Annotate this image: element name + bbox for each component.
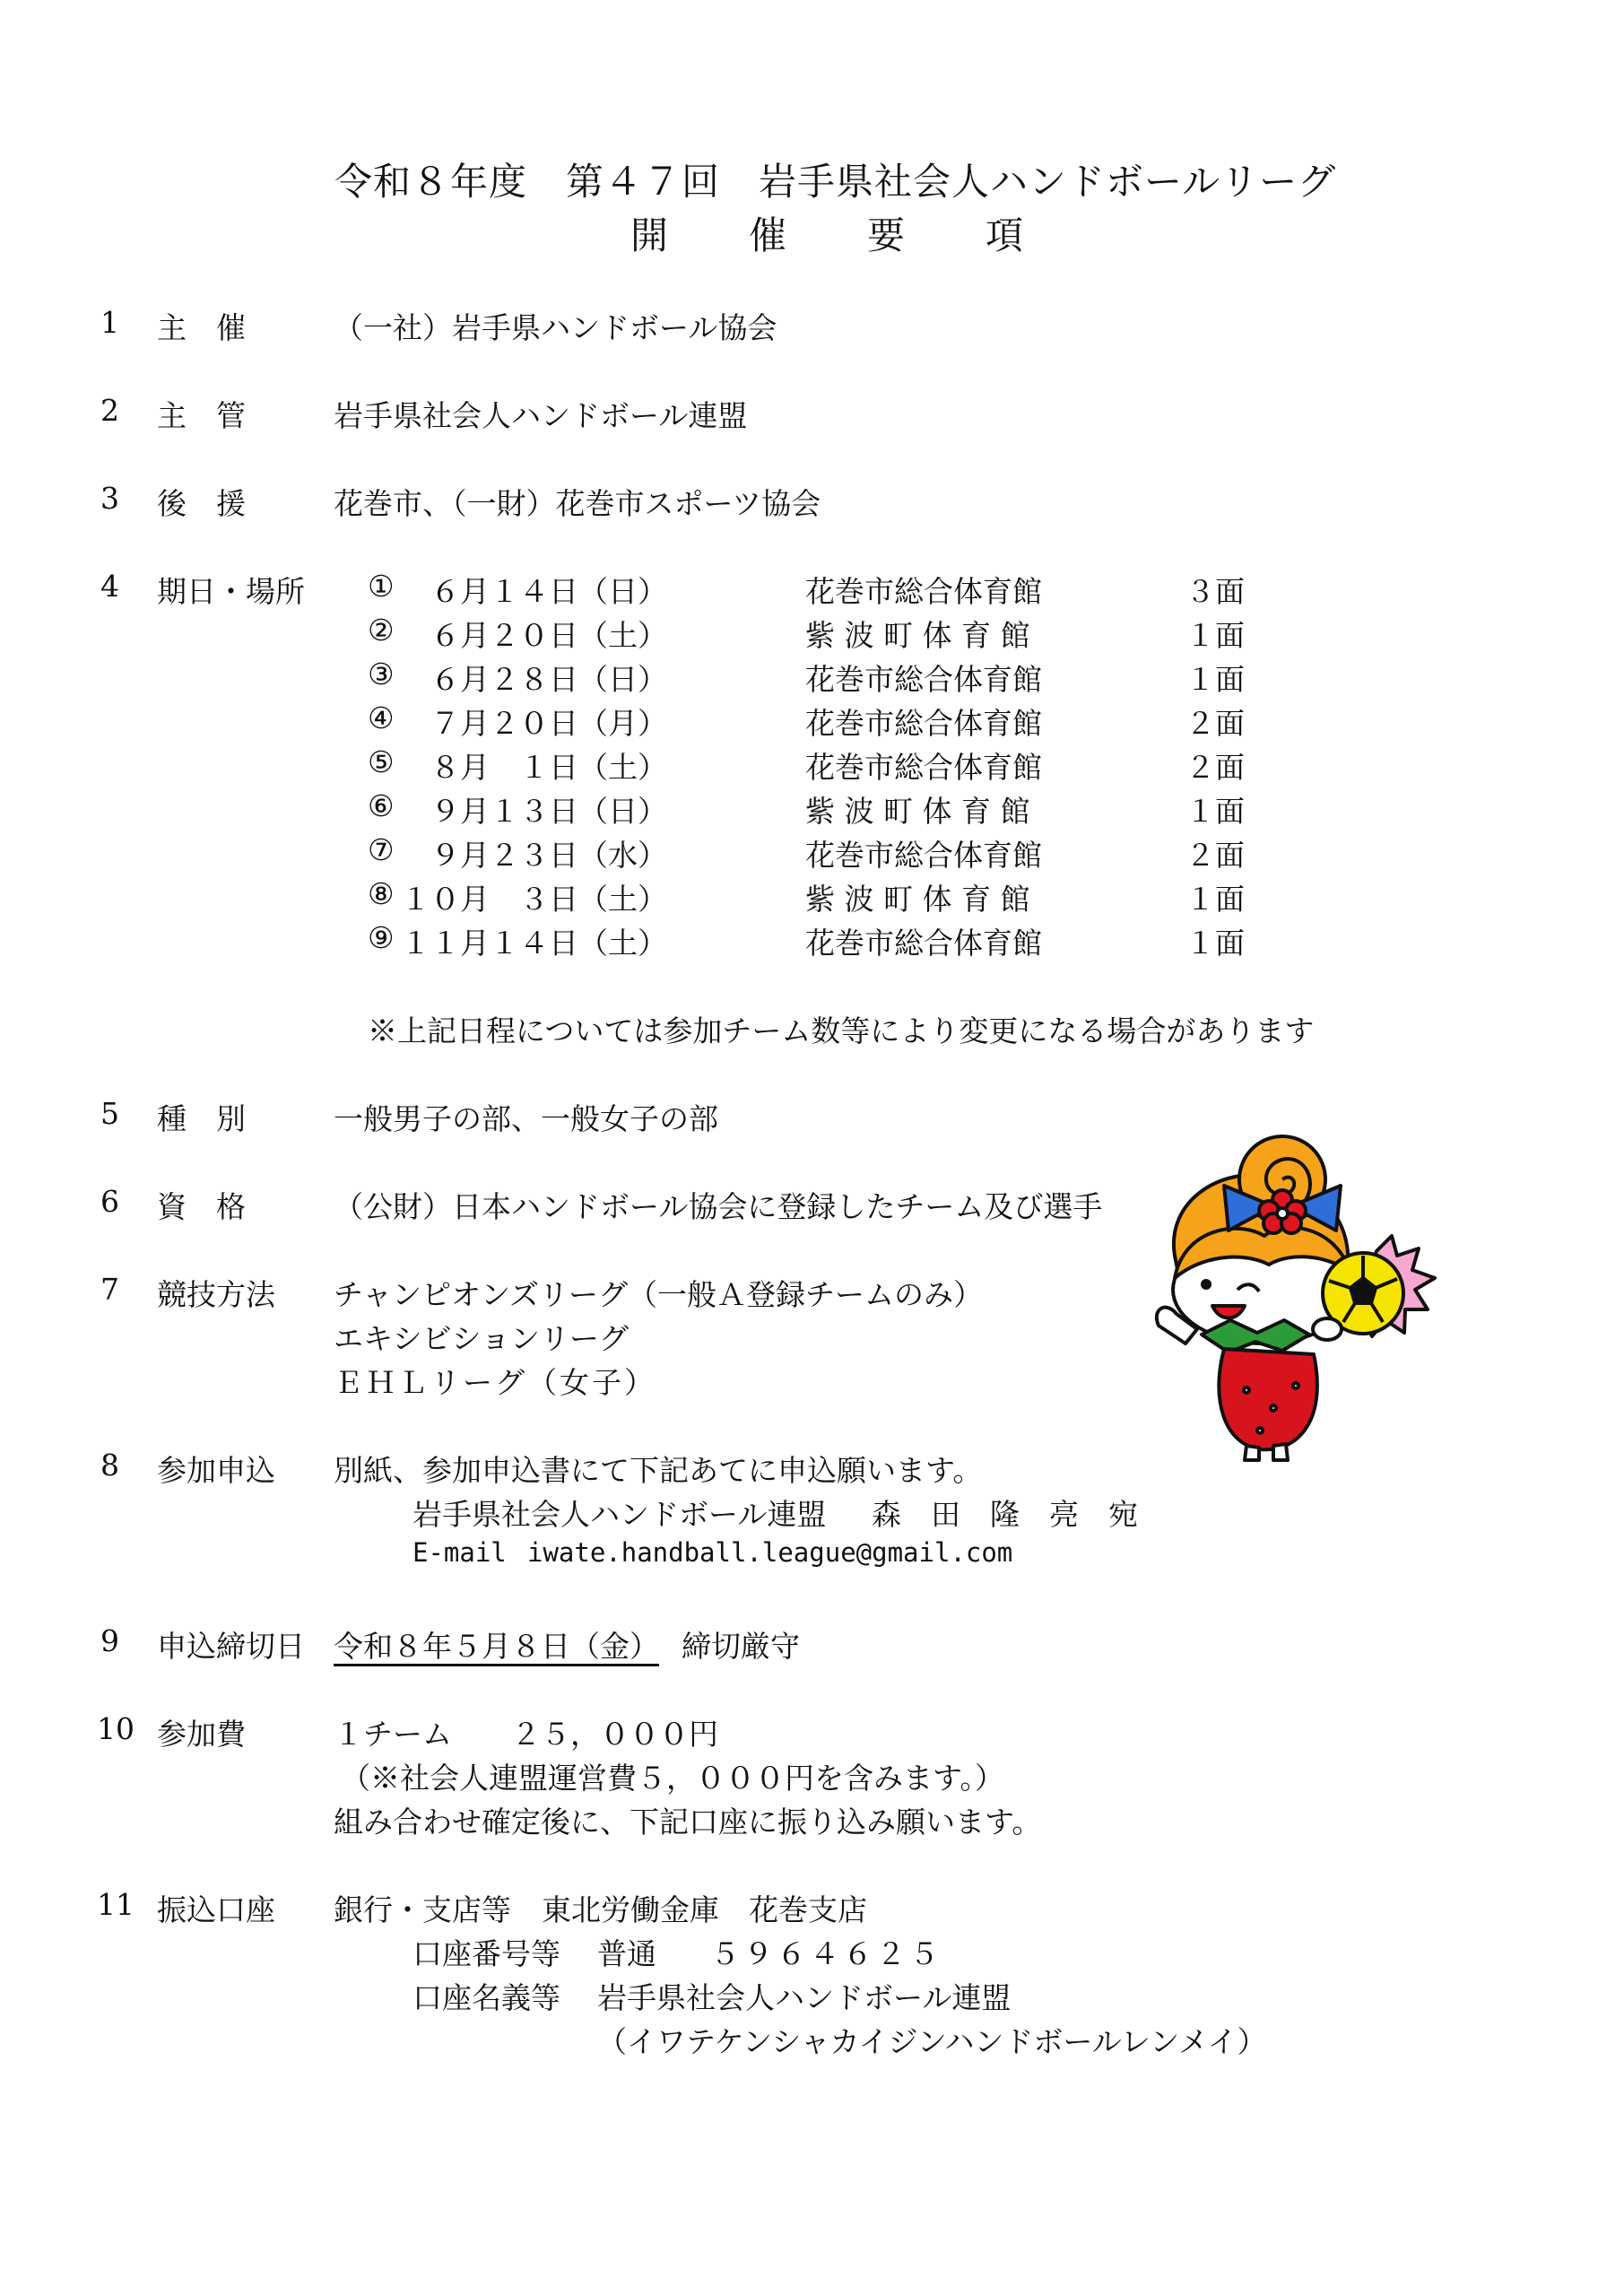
fee-note: （※社会人連盟運営費５，０００円を含みます。） [341, 1761, 1004, 1796]
section-value: 別紙、参加申込書にて下記あてに申込願います。 [334, 1453, 983, 1488]
account-name-label: 口座名義等 [413, 1980, 560, 2015]
section-label: 競技方法 [157, 1277, 275, 1312]
schedule-number: ① [368, 569, 395, 604]
fee-instruction: 組み合わせ確定後に、下記口座に振り込み願います。 [334, 1805, 1042, 1839]
schedule-courts: １面 [1185, 794, 1245, 829]
schedule-venue: 紫 波 町 体 育 館 [805, 882, 1030, 917]
contact-person: 森 田 隆 亮 宛 [872, 1497, 1138, 1532]
section-number: 1 [100, 305, 119, 340]
schedule-number: ⑦ [368, 832, 395, 867]
schedule-number: ⑤ [368, 744, 395, 779]
section-value: （公財）日本ハンドボール協会に登録したチーム及び選手 [334, 1189, 1103, 1224]
section-label: 主 管 [157, 398, 246, 433]
section-label: 種 別 [157, 1101, 246, 1136]
schedule-courts: ２面 [1185, 750, 1245, 785]
format-line: エキシビションリーグ [334, 1321, 630, 1356]
schedule-venue: 花巻市総合体育館 [805, 750, 1042, 785]
section-number: 7 [100, 1272, 119, 1307]
account-type: 普通 [597, 1936, 656, 1971]
schedule-number: ⑥ [368, 788, 395, 823]
schedule-date: ６月２０日（土） [430, 618, 667, 653]
schedule-courts: ３面 [1185, 574, 1245, 609]
deadline-date: 令和８年５月８日（金） [334, 1629, 659, 1664]
schedule-courts: １面 [1185, 662, 1245, 697]
email-label: E-mail [413, 1537, 507, 1568]
email-address[interactable]: iwate.handball.league@gmail.com [527, 1537, 1013, 1568]
section-value: 花巻市、（一財）花巻市スポーツ協会 [334, 486, 821, 521]
fee-label: １チーム [334, 1717, 452, 1752]
schedule-date: ６月２８日（日） [430, 662, 667, 697]
deadline-note: 締切厳守 [682, 1629, 800, 1664]
schedule-venue: 花巻市総合体育館 [805, 838, 1042, 873]
section-label: 参加費 [157, 1717, 246, 1752]
bank-label: 銀行・支店等 [334, 1892, 511, 1927]
section-number: 11 [97, 1887, 135, 1922]
schedule-venue: 紫 波 町 体 育 館 [805, 618, 1030, 653]
schedule-courts: １面 [1185, 882, 1245, 917]
section-value: （一社）岩手県ハンドボール協会 [334, 310, 777, 345]
section-number: 10 [97, 1711, 135, 1746]
schedule-venue: 紫 波 町 体 育 館 [805, 794, 1030, 829]
account-name-kana: （イワテケンシャカイジンハンドボールレンメイ） [597, 2024, 1267, 2059]
section-value: 岩手県社会人ハンドボール連盟 [334, 398, 748, 433]
schedule-courts: １面 [1185, 618, 1245, 653]
fee-amount: ２５，０００円 [511, 1717, 718, 1752]
schedule-number: ② [368, 613, 395, 648]
section-number: 2 [100, 393, 119, 428]
section-label: 主 催 [157, 310, 246, 345]
schedule-date: ６月１４日（日） [430, 574, 667, 609]
schedule-venue: 花巻市総合体育館 [805, 574, 1042, 609]
bank-name: 東北労働金庫 花巻支店 [542, 1892, 867, 1927]
account-number-label: 口座番号等 [413, 1936, 560, 1971]
document-title: 令和８年度 第４７回 岩手県社会人ハンドボールリーグ [334, 160, 1337, 204]
section-number: 8 [100, 1448, 119, 1483]
schedule-date: ９月２３日（水） [430, 838, 667, 873]
contact-organization: 岩手県社会人ハンドボール連盟 [413, 1497, 827, 1532]
account-number: ５９６４６２５ [710, 1936, 942, 1971]
schedule-date: ７月２０日（月） [430, 706, 667, 741]
section-label: 期日・場所 [157, 574, 305, 609]
mascot-girl-with-handball-icon [1148, 1130, 1453, 1462]
section-label: 申込締切日 [157, 1629, 305, 1664]
schedule-date: ８月 １日（土） [430, 750, 667, 785]
section-number: 3 [100, 481, 119, 516]
schedule-date: ９月１３日（日） [430, 794, 667, 829]
schedule-number: ④ [368, 700, 395, 735]
schedule-number: ③ [368, 657, 395, 691]
section-label: 後 援 [157, 486, 246, 521]
section-number: 5 [100, 1096, 119, 1131]
account-name: 岩手県社会人ハンドボール連盟 [597, 1980, 1012, 2015]
schedule-number: ⑨ [368, 920, 395, 955]
schedule-note: ※上記日程については参加チーム数等により変更になる場合があります [368, 1013, 1315, 1048]
schedule-date: １１月１４日（土） [401, 926, 667, 961]
section-label: 資 格 [157, 1189, 246, 1224]
schedule-venue: 花巻市総合体育館 [805, 662, 1042, 697]
document-subtitle: 開 催 要 項 [630, 213, 1026, 257]
section-number: 9 [100, 1623, 119, 1658]
section-value: 一般男子の部、一般女子の部 [334, 1101, 718, 1136]
schedule-courts: ２面 [1185, 838, 1245, 873]
section-label: 振込口座 [157, 1892, 275, 1927]
schedule-venue: 花巻市総合体育館 [805, 926, 1042, 961]
schedule-venue: 花巻市総合体育館 [805, 706, 1042, 741]
schedule-courts: １面 [1185, 926, 1245, 961]
format-line: チャンピオンズリーグ（一般Ａ登録チームのみ） [334, 1277, 984, 1312]
schedule-date: １０月 ３日（土） [401, 882, 667, 917]
section-number: 6 [100, 1184, 119, 1219]
schedule-courts: ２面 [1185, 706, 1245, 741]
schedule-number: ⑧ [368, 876, 395, 911]
format-line: ＥＨＬリーグ（女子） [334, 1365, 656, 1400]
section-label: 参加申込 [157, 1453, 275, 1488]
section-number: 4 [100, 569, 119, 604]
